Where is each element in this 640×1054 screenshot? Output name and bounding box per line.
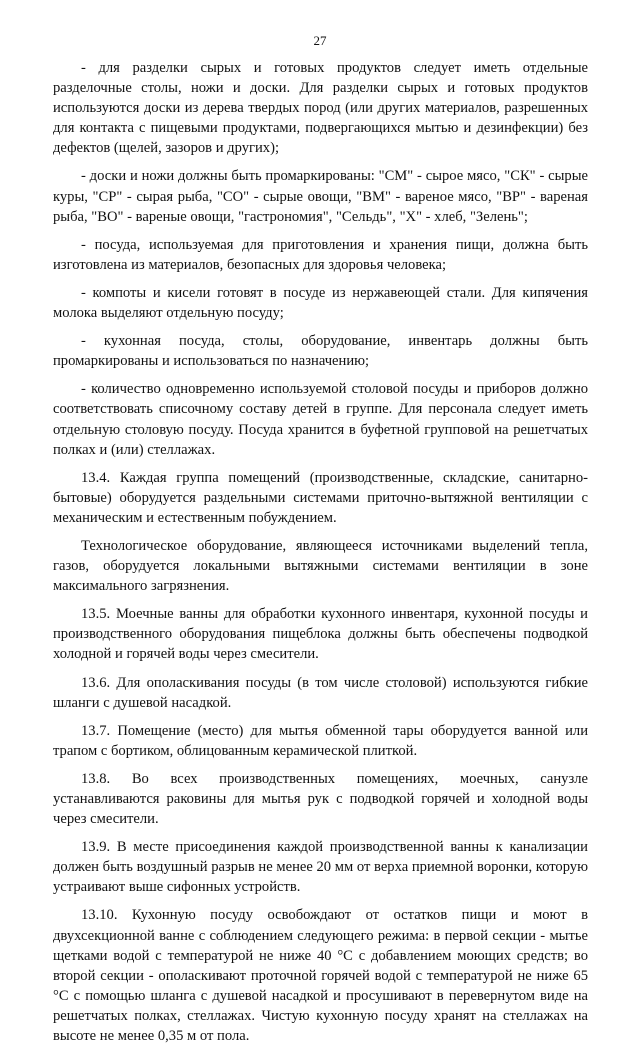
paragraph-technological-equipment: Технологическое оборудование, являющееся источниками выделений тепла, газов, оборудуется локальными вытяжными системами вентиляции в зоне максимального загрязнения. — [53, 537, 588, 595]
paragraph-tableware-count: - количество одновременно используемой столовой посуды и приборов должно соответствовать списочному составу детей в группе. Для персонала следует иметь отдельную столовую посуду. Посуда хранится в буфетной групповой на решетчатых полках и (или) стеллажах. — [53, 381, 588, 458]
paragraph-13-7: 13.7. Помещение (место) для мытья обменной тары оборудуется ванной или трапом с бортиком, облицованным керамической плиткой. — [53, 722, 588, 759]
paragraph-13-6: 13.6. Для ополаскивания посуды (в том числе столовой) используются гибкие шланги с душевой насадкой. — [53, 674, 588, 711]
page-number: 27 — [313, 33, 327, 48]
paragraph-cutting-boards: - для разделки сырых и готовых продуктов следует иметь отдельные разделочные столы, ножи и доски. Для разделки сырых и готовых продуктов используются доски из дерева твердых пород (или других материалов, разрешенных для контакта с пищевыми продуктами, подвергающихся мытью и дезинфекции) без дефектов (щелей, зазоров и других); — [53, 60, 588, 157]
paragraph-13-10: 13.10. Кухонную посуду освобождают от остатков пищи и моют в двухсекционной ванне с соблюдением следующего режима: в первой секции - мытье щетками водой с температурой не ниже 40 °С с добавлением моющих средств; во второй секции - ополаскивают проточной горячей водой с температурой не ниже 65 °С с помощью шланга с душевой насадкой и просушивают в перевернутом виде на решетчатых полках, стеллажах. Чистую кухонную посуду хранят на стеллажах на высоте не менее 0,35 м от пола. — [53, 907, 588, 1045]
paragraph-13-4: 13.4. Каждая группа помещений (производственные, складские, санитарно-бытовые) оборудуется раздельными системами приточно-вытяжной вентиляции с механическим и естественным побуждением. — [53, 469, 588, 526]
paragraph-13-5: 13.5. Моечные ванны для обработки кухонного инвентаря, кухонной посуды и производственного оборудования пищеблока должны быть обеспечены подводкой холодной и горячей воды через смесители. — [53, 606, 588, 663]
paragraph-marking-usage: - кухонная посуда, столы, оборудование, инвентарь должны быть промаркированы и использоваться по назначению; — [53, 333, 588, 370]
paragraph-board-marking: - доски и ножи должны быть промаркированы: "СМ" - сырое мясо, "СК" - сырые куры, "СР" - сырая рыба, "СО" - сырые овощи, "ВМ" - вареное мясо, "ВР" - вареная рыба, "ВО" - вареные овощи, "гастрономия", "Сельдь", "Х" - хлеб, "Зелень"; — [53, 168, 588, 225]
paragraph-compotes: - компоты и кисели готовят в посуде из нержавеющей стали. Для кипячения молока выделяют отдельную посуду; — [53, 284, 588, 322]
paragraph-safe-materials: - посуда, используемая для приготовления и хранения пищи, должна быть изготовлена из материалов, безопасных для здоровья человека; — [53, 236, 588, 273]
paragraph-13-9: 13.9. В месте присоединения каждой производственной ванны к канализации должен быть воздушный разрыв не менее 20 мм от верха приемной воронки, которую устраивают выше сифонных устройств. — [53, 839, 588, 896]
paragraph-13-8: 13.8. Во всех производственных помещениях, моечных, санузле устанавливаются раковины для мытья рук с подводкой горячей и холодной воды через смесители. — [53, 770, 588, 828]
